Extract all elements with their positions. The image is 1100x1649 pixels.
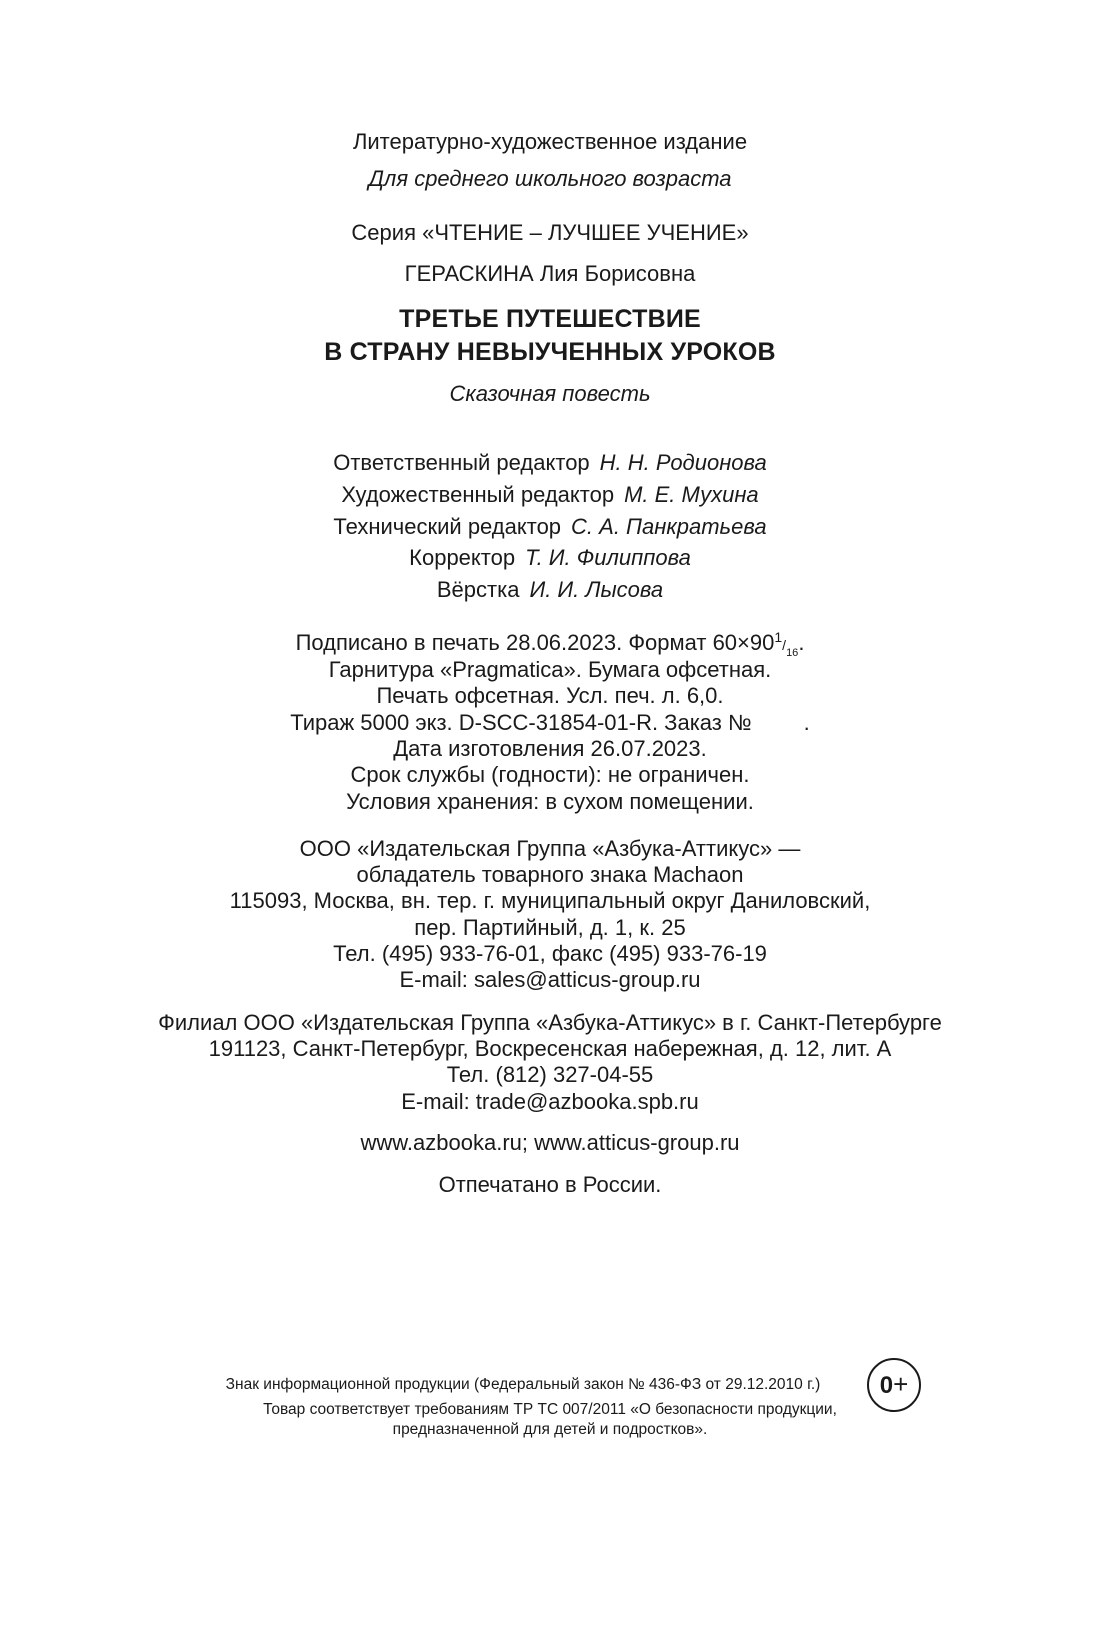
print-run-suffix: . (803, 710, 810, 735)
genre: Сказочная повесть (449, 381, 651, 406)
credit-name: М. Е. Мухина (624, 482, 759, 507)
credit-name: И. И. Лысова (529, 577, 664, 602)
age-rating-value: 0 (879, 1372, 894, 1399)
book-title-line-1: ТРЕТЬЕ ПУТЕШЕСТВИЕ (399, 305, 701, 333)
branch-email: E-mail: trade@azbooka.spb.ru (401, 1089, 699, 1114)
format-denominator: 16 (786, 647, 799, 659)
credit-line (0, 482, 1100, 508)
publisher-email: E-mail: sales@atticus-group.ru (399, 967, 701, 992)
publisher-address: 115093, Москва, вн. тер. г. муниципальный округ Даниловский, (229, 888, 871, 913)
shelf-life: Срок службы (годности): не ограничен. (350, 762, 750, 787)
signed-to-print-text: Подписано в печать 28.06.2023. Формат 60×90 (295, 630, 775, 655)
credit-role: Ответственный редактор (333, 450, 590, 475)
print-run (0, 710, 1100, 736)
credit-role: Вёрстка (436, 577, 520, 602)
signed-to-print (0, 629, 1100, 659)
printing: Печать офсетная. Усл. печ. л. 6,0. (376, 683, 724, 708)
credit-line (0, 514, 1100, 540)
book-title-line-2: В СТРАНУ НЕВЫУЧЕННЫХ УРОКОВ (324, 338, 776, 366)
credit-name: С. А. Панкратьева (571, 514, 767, 539)
branch-phone: Тел. (812) 327-04-55 (446, 1062, 654, 1087)
print-run-text: Тираж 5000 экз. D-SCC-31854-01-R. Заказ № (290, 710, 752, 735)
branch-name: Филиал ООО «Издательская Группа «Азбука-Аттикус» в г. Санкт-Петербурге (158, 1010, 942, 1035)
format-separator: / (782, 637, 787, 653)
publisher-name: ООО «Издательская Группа «Азбука-Аттикус» — (299, 836, 801, 861)
credit-role: Технический редактор (333, 514, 562, 539)
credit-name: Т. И. Филиппова (525, 545, 691, 570)
branch-address: 191123, Санкт-Петербург, Воскресенская набережная, д. 12, лит. А (208, 1036, 892, 1061)
edition-type: Литературно-художественное издание (352, 129, 748, 154)
compliance-line-1: Товар соответствует требованиям ТР ТС 007/2011 «О безопасности продукции, (263, 1401, 837, 1418)
typeface: Гарнитура «Pragmatica». Бумага офсетная. (328, 657, 772, 682)
credit-line (0, 450, 1100, 476)
storage-conditions: Условия хранения: в сухом помещении. (346, 789, 754, 814)
credit-role: Художественный редактор (341, 482, 615, 507)
publisher-phone: Тел. (495) 933-76-01, факс (495) 933-76-19 (333, 941, 767, 966)
info-sign-text: Знак информационной продукции (Федеральный закон № 436-ФЗ от 29.12.2010 г.) (225, 1376, 821, 1393)
format-numerator: 1 (774, 629, 783, 645)
credit-role: Корректор (409, 545, 516, 570)
age-rating-plus: + (893, 1369, 909, 1399)
printed-in: Отпечатано в России. (438, 1172, 662, 1197)
credit-line (0, 545, 1100, 571)
compliance-line-2: предназначенной для детей и подростков». (392, 1421, 708, 1438)
trademark-owner: обладатель товарного знака Machaon (356, 862, 744, 887)
credit-name: Н. Н. Родионова (599, 450, 767, 475)
publisher-address-street: пер. Партийный, д. 1, к. 25 (414, 915, 686, 940)
series: Серия «ЧТЕНИЕ – ЛУЧШЕЕ УЧЕНИЕ» (351, 220, 749, 245)
manufacture-date: Дата изготовления 26.07.2023. (393, 736, 707, 761)
credit-line (0, 577, 1100, 603)
format-fraction (774, 629, 799, 659)
websites: www.azbooka.ru; www.atticus-group.ru (360, 1130, 740, 1155)
author: ГЕРАСКИНА Лия Борисовна (404, 261, 696, 286)
signed-suffix: . (798, 630, 805, 655)
age-group: Для среднего школьного возраста (368, 166, 732, 191)
